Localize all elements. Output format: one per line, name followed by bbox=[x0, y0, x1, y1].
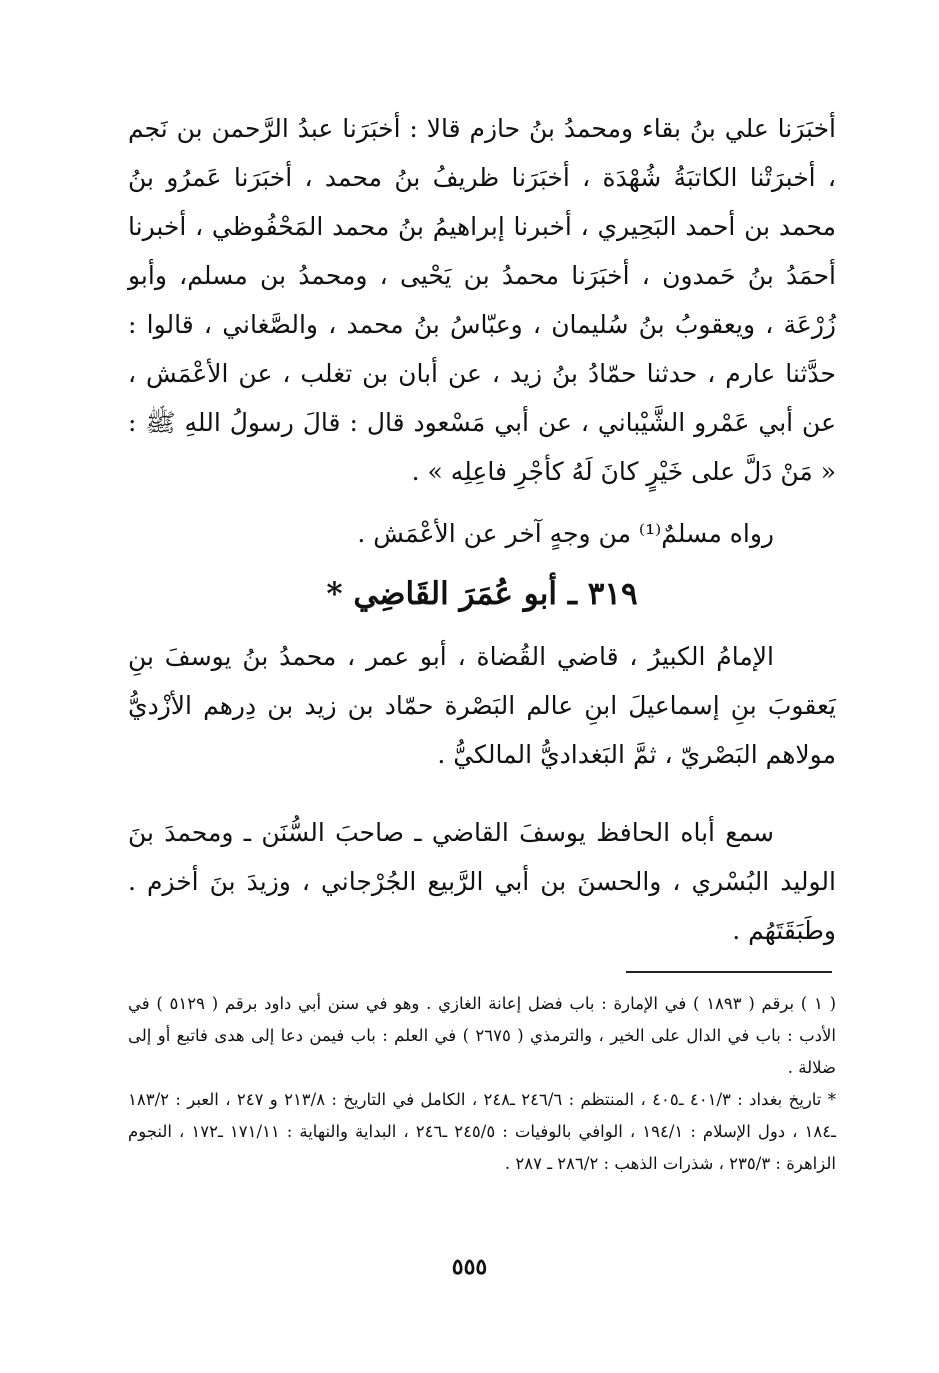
page-number: ٥٥٥ bbox=[451, 1254, 488, 1280]
footnote-1: ( ١ ) برقم ( ١٨٩٣ ) في الإمارة : باب فضل إعانة الغازي . وهو في سنن أبي داود برقم ( ٥١٢٩ ) في الأدب : باب في الدال على الخير ، والترمذي ( ٢٦٧٥ ) في العلم : باب فيمن دعا إلى هدى فاتبع أو إلى ضلالة . bbox=[128, 994, 837, 1077]
narration-note: رواه مسلمٌ⁽¹⁾ من وجهٍ آخر عن الأعْمَش . bbox=[357, 519, 774, 548]
footnotes bbox=[128, 988, 836, 1180]
footnote-divider bbox=[626, 971, 832, 973]
hadith-paragraph: أخبَرَنا علي بنُ بقاء ومحمدُ بنُ حازم قالا : أخبَرَنا عبدُ الرَّحمن بن نَجم ، أخبرَتْنا الكاتبَةُ شُهْدَة ، أخبَرَنا ظريفُ بنُ محمد ، أخبَرَنا عَمرُو بنُ محمد بن أحمد البَحِيري ، أخبرنا إبراهيمُ بنُ محمد المَحْفُوظي ، أخبرنا أحمَدُ بنُ حَمدون ، أخبَرَنا محمدُ بن يَحْيى ، ومحمدُ بن مسلم، وأبو زُرْعَة ، ويعقوبُ بنُ سُليمان ، وعبّاسُ بنُ محمد ، والصَّغاني ، قالوا : حدَّثنا عارم ، حدثنا حمّادُ بنُ زيد ، عن أبان بن تغلب ، عن الأعْمَش ، عن أبي عَمْرو الشَّيْباني ، عن أبي مَسْعود قال : قالَ رسولُ اللهِ ﷺ : « مَنْ دَلَّ على خَيْرٍ كانَ لَهُ كأجْرِ فاعِلِه » . bbox=[128, 114, 836, 486]
biography-heading: ٣١٩ ـ أبو عُمَرَ القَاضِي * bbox=[326, 576, 638, 612]
biography-teachers-paragraph: سمع أباه الحافظ يوسفَ القاضي ـ صاحبَ السُّنَن ـ ومحمدَ بنَ الوليد البُسْري ، والحسنَ بن أبي الرَّبيع الجُرْجاني ، وزيدَ بنَ أخزم . وطَبَقَتَهُم . bbox=[128, 818, 836, 945]
footnote-sources: * تاريخ بغداد : ٤٠١/٣ ـ٤٠٥ ، المنتظم : ٢٤٦/٦ ـ٢٤٨ ، الكامل في التاريخ : ٢١٣/٨ و ٢٤٧ ، العبر : ١٨٣/٢ ـ١٨٤ ، دول الإسلام : ١٩٤/١ ، الوافي بالوفيات : ٢٤٥/٥ ـ٢٤٦ ، البداية والنهاية : ١٧١/١١ ـ١٧٢ ، النجوم الزاهرة : ٢٣٥/٣ ، شذرات الذهب : ٢٨٦/٢ ـ ٢٨٧ . bbox=[128, 1090, 836, 1173]
biography-intro-paragraph: الإمامُ الكبيرُ ، قاضي القُضاة ، أبو عمر ، محمدُ بنُ يوسفَ بنِ يَعقوبَ بنِ إسماعيلَ ابنِ عالم البَصْرة حمّاد بن زيد بن دِرهم الأزْديُّ مولاهم البَصْريّ ، ثمَّ البَغداديُّ المالكيُّ . bbox=[128, 642, 836, 769]
